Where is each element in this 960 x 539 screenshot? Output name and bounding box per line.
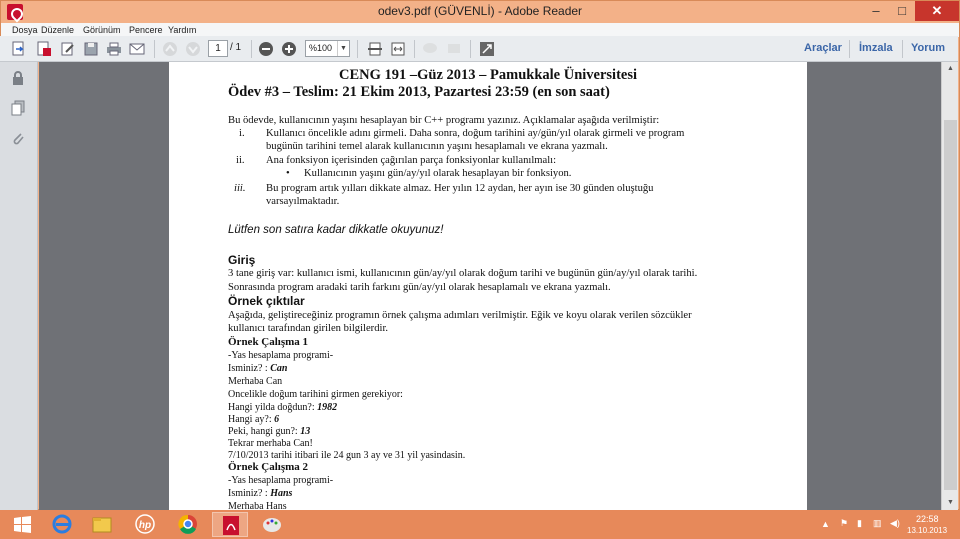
list-number: i.	[239, 128, 245, 139]
battery-icon[interactable]: ▮	[857, 518, 862, 528]
comment-icon[interactable]	[421, 40, 439, 58]
run-line: 7/10/2013 tarihi itibari ile 24 gun 3 ay ve 31 yil yasindasin.	[228, 450, 466, 461]
comment-link[interactable]: Yorum	[911, 42, 946, 54]
run1-title: Örnek Çalışma 1	[228, 336, 309, 348]
bullet: •	[286, 168, 290, 179]
run-line: Hangi yilda doğdun?: 1982	[228, 402, 338, 413]
giris-text-line: 3 tane giriş var: kullanıcı ismi, kullanıcının gün/ay/yıl olarak doğum tarihi ve bugünün gün/ay/yıl olarak tarihi.	[228, 268, 698, 279]
prev-page-icon[interactable]	[161, 40, 179, 58]
zoom-value: %100	[309, 43, 333, 53]
run-line: Merhaba Hans	[228, 501, 287, 510]
sign-link[interactable]: İmzala	[859, 42, 893, 54]
start-windows-icon[interactable]	[4, 512, 40, 537]
run-line: -Yas hesaplama programi-	[228, 475, 334, 486]
pages-icon[interactable]	[10, 100, 26, 116]
run-line: Peki, hangi gun?: 13	[228, 426, 311, 437]
ornek-heading: Örnek çıktılar	[228, 294, 305, 308]
chevron-down-icon[interactable]: ▼	[337, 41, 349, 56]
save-icon[interactable]	[82, 40, 100, 58]
menu-duzenle[interactable]: Düzenle	[41, 25, 75, 35]
toolbar-separator	[414, 40, 415, 58]
highlight-icon[interactable]	[445, 40, 463, 58]
run-line: Tekrar merhaba Can!	[228, 438, 313, 449]
attachment-icon[interactable]	[10, 130, 26, 146]
menu-gorunum[interactable]: Görünüm	[83, 25, 121, 35]
page-number-input[interactable]: 1	[208, 40, 228, 57]
next-page-icon[interactable]	[184, 40, 202, 58]
ornek-text-line: Aşağıda, geliştireceğiniz programın örnek çalışma adımları verilmiştir. Eğik ve koyu olarak verilen sözcükler	[228, 310, 692, 321]
paint-icon[interactable]	[254, 512, 290, 537]
warning-text: Lütfen son satıra kadar dikkatle okuyunuz!	[228, 224, 444, 236]
internet-explorer-icon[interactable]	[44, 512, 80, 537]
create-pdf-icon[interactable]	[35, 40, 53, 58]
list-item-line: Ana fonksiyon içerisinden çağırılan parça fonksiyonlar kullanılmalı:	[266, 155, 557, 166]
run2-title: Örnek Çalışma 2	[228, 461, 309, 473]
run-line: Isminiz? : Hans	[228, 488, 293, 499]
document-area[interactable]	[39, 62, 941, 510]
zoom-select[interactable]	[305, 40, 350, 57]
scroll-down-icon[interactable]: ▼	[947, 499, 954, 506]
file-explorer-icon[interactable]	[84, 512, 120, 537]
minimize-button[interactable]: –	[872, 3, 880, 18]
ornek-text-line: kullanıcı tarafından girilen bilgilerdir.	[228, 323, 389, 334]
list-item-line: Kullanıcının yaşını gün/ay/yıl olarak hesaplayan bir fonksiyon.	[304, 168, 572, 179]
print-icon[interactable]	[105, 40, 123, 58]
action-center-icon[interactable]: ⚑	[840, 518, 849, 528]
volume-icon[interactable]: ◀)	[890, 518, 900, 528]
scroll-up-icon[interactable]: ▲	[947, 65, 954, 72]
tools-link[interactable]: Araçlar	[804, 42, 842, 54]
adobe-reader-taskbar-icon[interactable]	[212, 512, 248, 537]
list-item-line: bugünün tarihini temel alarak kullanıcının yaşını hesaplamalı ve ekrana yazmalı.	[266, 141, 608, 152]
toolbar-separator	[470, 40, 471, 58]
chrome-icon[interactable]	[170, 512, 206, 537]
menu-bar	[1, 23, 959, 37]
giris-text-line: Sonrasında program aradaki tarih farkını gün/ay/yıl olarak hesaplamalı ve ekrana yazmalı.	[228, 282, 611, 293]
run-line: Merhaba Can	[228, 376, 283, 387]
list-number: ii.	[236, 155, 245, 166]
taskbar	[0, 510, 960, 539]
edit-icon[interactable]	[59, 40, 77, 58]
zoom-out-icon[interactable]	[257, 40, 275, 58]
menu-pencere[interactable]: Pencere	[129, 25, 163, 35]
tray-chevron-icon[interactable]: ▲	[821, 519, 830, 529]
toolbar-separator	[357, 40, 358, 58]
document-subtitle: Ödev #3 – Teslim: 21 Ekim 2013, Pazartesi 23:59 (en son saat)	[228, 84, 610, 100]
open-icon[interactable]	[10, 40, 28, 58]
window-title: odev3.pdf (GÜVENLİ) - Adobe Reader	[377, 4, 583, 18]
fit-page-icon[interactable]	[366, 40, 384, 58]
svg-text:hp: hp	[138, 520, 152, 531]
run-line: Isminiz? : Can	[228, 363, 288, 374]
list-item-line: varsayılmaktadır.	[266, 196, 340, 207]
run-line: Oncelikle doğum tarihini girmen gerekiyor:	[228, 389, 403, 400]
clock-date[interactable]: 13.10.2013	[907, 526, 948, 535]
run-line: -Yas hesaplama programi-	[228, 350, 334, 361]
title-bar[interactable]	[1, 1, 959, 23]
pdf-page	[169, 62, 807, 510]
toolbar-separator	[849, 40, 850, 58]
fullscreen-icon[interactable]	[478, 40, 496, 58]
fit-width-icon[interactable]	[389, 40, 407, 58]
hp-icon[interactable]	[127, 512, 163, 537]
intro-text: Bu ödevde, kullanıcının yaşını hesaplayan bir C++ programı yazınız. Açıklamalar aşağıda verilmiştir:	[228, 115, 660, 126]
close-button[interactable]: ✕	[915, 1, 959, 21]
menu-yardim[interactable]: Yardım	[168, 25, 197, 35]
zoom-in-icon[interactable]	[280, 40, 298, 58]
run-line: Hangi ay?: 6	[228, 414, 280, 425]
email-icon[interactable]	[128, 40, 146, 58]
menu-dosya[interactable]: Dosya	[12, 25, 38, 35]
giris-heading: Giriş	[228, 253, 256, 267]
toolbar-separator	[902, 40, 903, 58]
list-item-line: Kullanıcı öncelikle adını girmeli. Daha sonra, doğum tarihini ay/gün/yıl olarak girmeli ve program	[266, 128, 685, 139]
page-total: / 1	[230, 42, 242, 53]
network-icon[interactable]: ▥	[873, 518, 882, 528]
scroll-thumb[interactable]	[944, 120, 957, 490]
document-title: CENG 191 –Güz 2013 – Pamukkale Üniversitesi	[338, 67, 638, 83]
toolbar-separator	[251, 40, 252, 58]
vertical-scrollbar[interactable]	[941, 62, 958, 510]
lock-icon[interactable]	[10, 70, 26, 86]
left-navigation-pane	[0, 62, 38, 510]
clock-time[interactable]: 22:58	[916, 514, 939, 524]
list-number: iii.	[234, 183, 246, 194]
maximize-button[interactable]: □	[898, 3, 906, 18]
list-item-line: Bu program artık yılları dikkate almaz. Her yılın 12 aydan, her ayın ise 30 günden oluştuğu	[266, 183, 654, 194]
toolbar-separator	[154, 40, 155, 58]
toolbar	[0, 36, 958, 62]
